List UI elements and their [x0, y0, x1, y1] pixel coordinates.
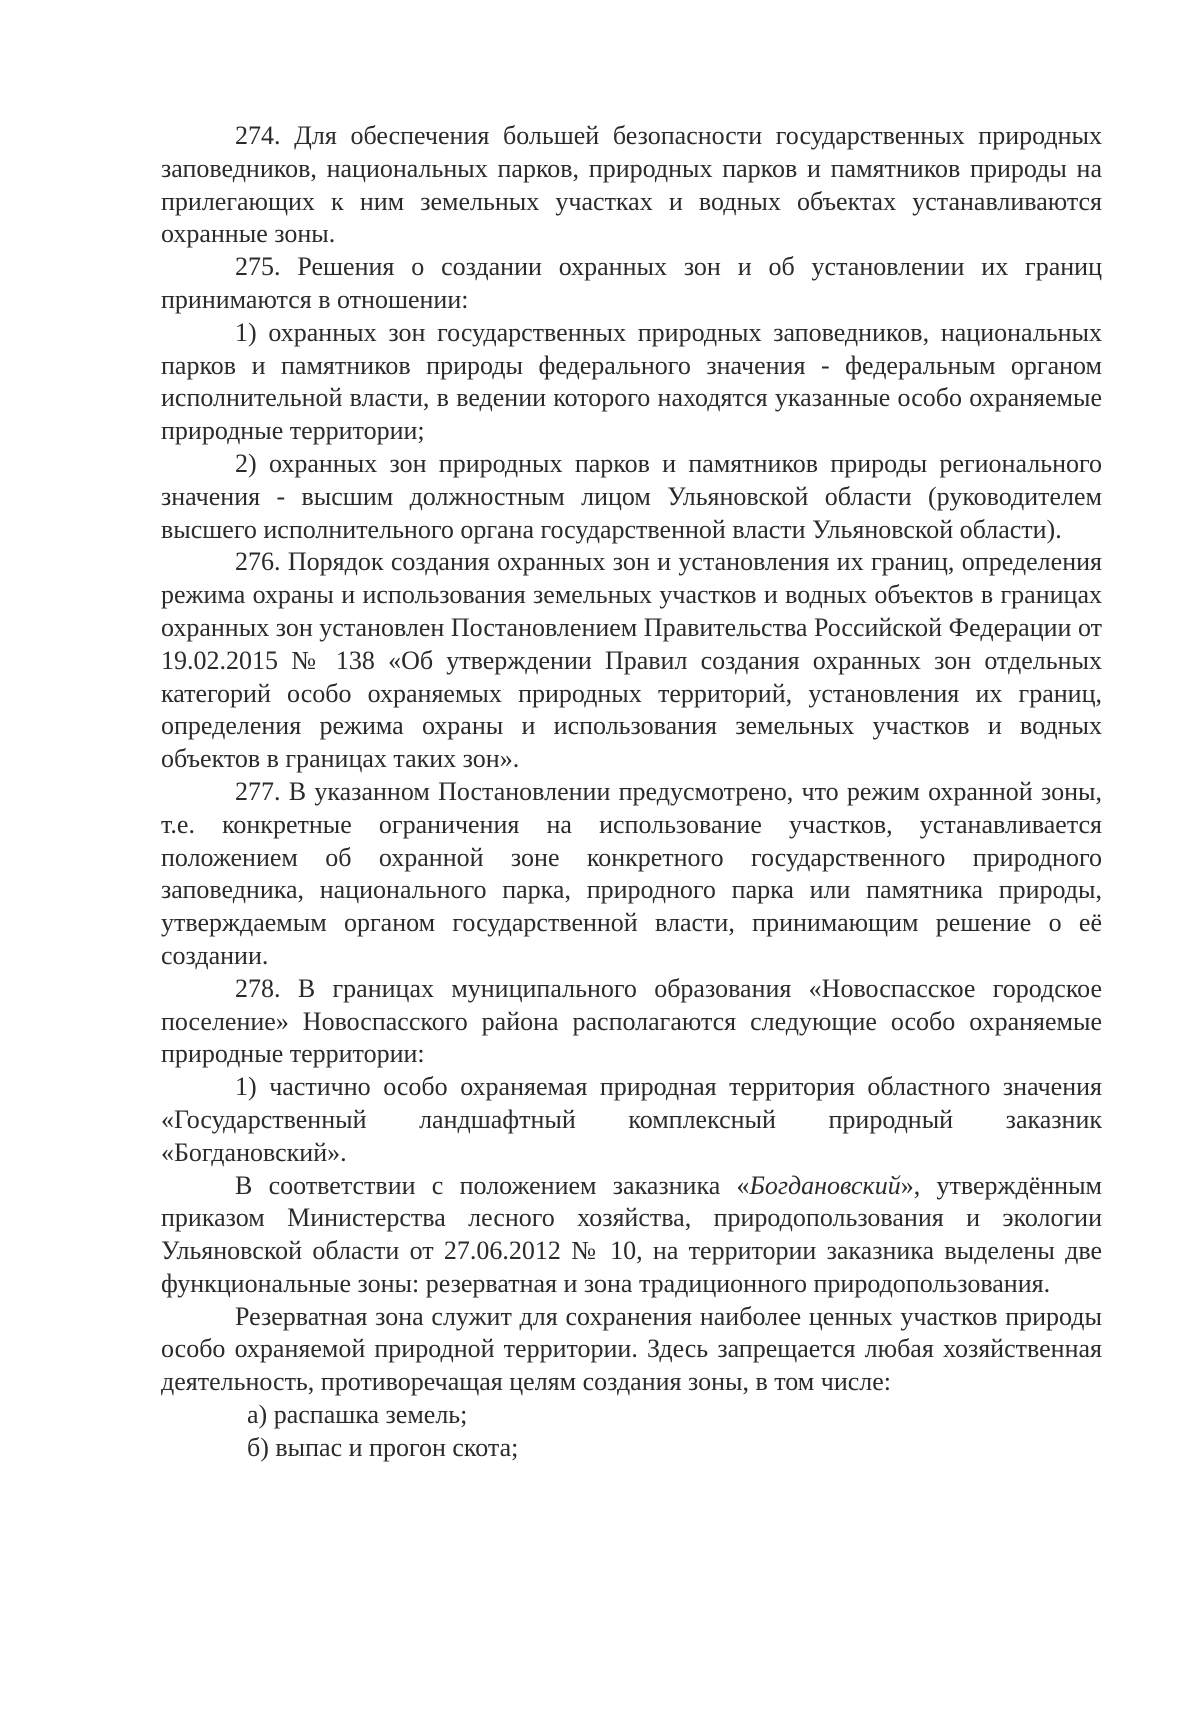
paragraph-274: 274. Для обеспечения большей безопасности государственных природных заповедников, национальных парков, природных парков и памятников природы на прилегающих к ним земельных участках и водных объектах устанавливаются охранные зоны. [161, 121, 1102, 249]
paragraph-zakaznik-zones-start: В соответствии с положением заказника « [235, 1170, 750, 1200]
paragraph-275: 275. Решения о создании охранных зон и об установлении их границ принимаются в отношении: [161, 252, 1102, 314]
paragraph-reserve-zone: Резерватная зона служит для сохранения наиболее ценных участков природы особо охраняемой природной территории. Здесь запрещается любая хозяйственная деятельность, противоречащая целям создания зоны, в том числе: [161, 1301, 1102, 1397]
list-item-b: б) выпас и прогон скота; [247, 1432, 519, 1462]
paragraph-278-item-1: 1) частично особо охраняемая природная территория областного значения «Государственный ландшафтный комплексный природный заказник «Богдановский». [161, 1072, 1102, 1167]
paragraph-zakaznik-zones-end: », утверждённым приказом Министерства лесного хозяйства, природопользования и экологии Ульяновской области от 27.06.2012 № 10, на территории заказника выделены две функциональные зоны: резерватная и зона традиционного природопользования. [161, 1170, 1103, 1298]
paragraph-276: 276. Порядок создания охранных зон и установления их границ, определения режима охраны и использования земельных участков и водных объектов в границах охранных зон установлен Постановлением Правительства Российской Федерации от 19.02.2015 № 138 «Об утверждении Правил создания охранных зон отдельных категорий особо охраняемых природных территорий, установления их границ, определения режима охраны и использования земельных участков и водных объектов в границах таких зон». [161, 547, 1102, 774]
zakaznik-name: Богдановский [749, 1170, 901, 1200]
paragraph-277: 277. В указанном Постановлении предусмотрено, что режим охранной зоны, т.е. конкретные ограничения на использование участков, устанавливается положением об охранной зоне конкретного государственного природного заповедника, национального парка, природного парка или памятника природы, утверждаемым органом государственной власти, принимающим решение о её создании. [161, 776, 1102, 970]
document-body [161, 120, 1102, 1465]
paragraph-275-item-2: 2) охранных зон природных парков и памятников природы регионального значения - высшим должностным лицом Ульяновской области (руководителем высшего исполнительного органа государственной власти Ульяновской области). [161, 448, 1102, 544]
list-item-a: а) распашка земель; [247, 1400, 468, 1430]
paragraph-275-item-1: 1) охранных зон государственных природных заповедников, национальных парков и памятников природы федерального значения - федеральным органом исполнительной власти, в ведении которого находятся указанные особо охраняемые природные территории; [161, 317, 1102, 446]
paragraph-278: 278. В границах муниципального образования «Новоспасское городское поселение» Новоспасского района располагаются следующие особо охраняемые природные территории: [161, 973, 1102, 1069]
paragraph-zakaznik-zones [161, 1170, 1102, 1301]
